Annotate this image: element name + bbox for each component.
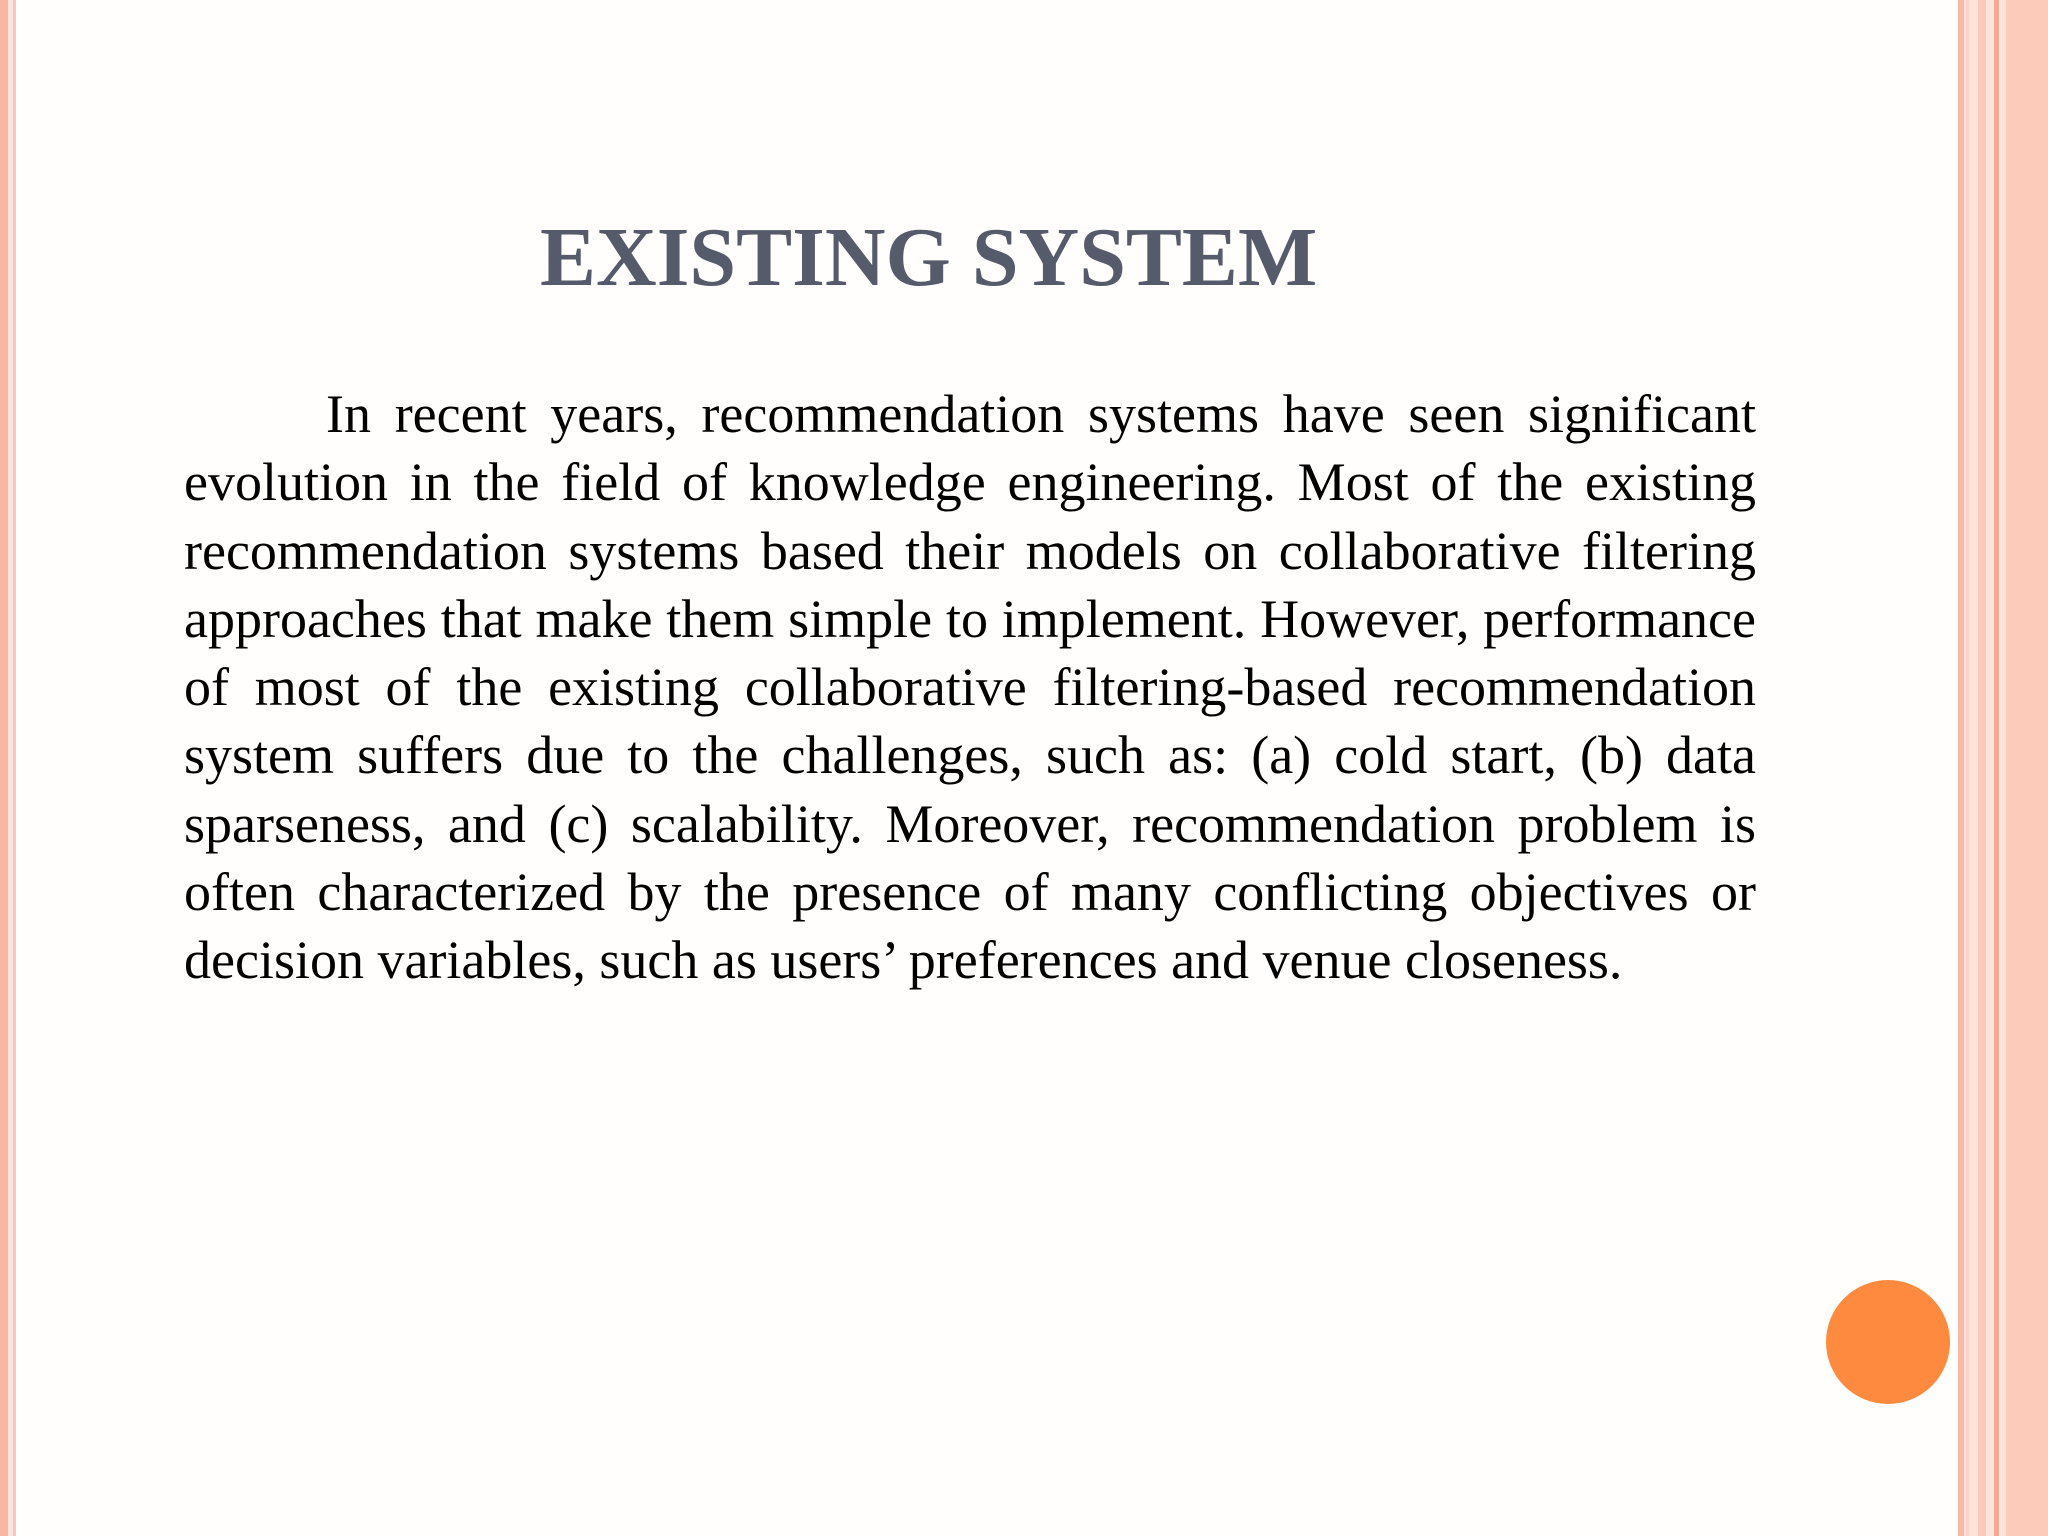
decorative-circle bbox=[1826, 1280, 1950, 1404]
right-border-stripe bbox=[1958, 0, 1964, 1536]
right-border-stripe bbox=[2006, 0, 2048, 1536]
right-border-stripe bbox=[1966, 0, 1969, 1536]
left-border-stripe bbox=[13, 0, 16, 1536]
slide-body-paragraph: In recent years, recommendation systems have seen significant evolution in the field of knowledge engineering. Most of the existing recommendation systems based their models on collaborative filtering approaches that make them simple to implement. However, performance of most of the existing collaborative filtering-based recommendation system suffers due to the challenges, such as: (a) cold start, (b) data sparseness, and (c) scalability. Moreover, recommendation problem is often characterized by the presence of many conflicting objectives or decision variables, such as users’ preferences and venue closeness. bbox=[184, 384, 1756, 991]
left-border-stripe bbox=[0, 0, 8, 1536]
right-border-stripe bbox=[1994, 0, 1999, 1536]
right-border-stripe bbox=[1978, 0, 1986, 1536]
slide-title: EXISTING SYSTEM bbox=[540, 211, 1318, 304]
